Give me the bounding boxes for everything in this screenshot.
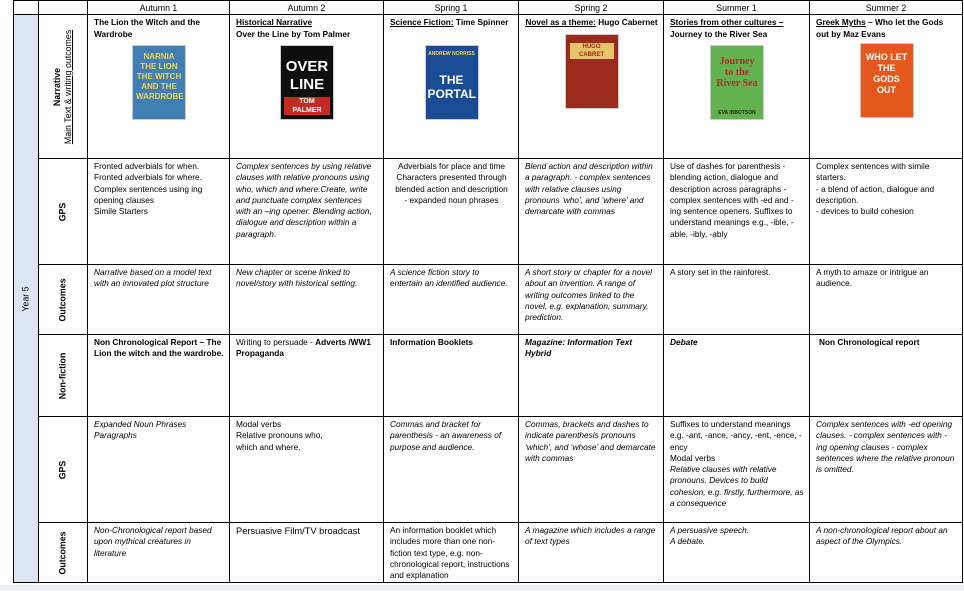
outcome-line: A debate. xyxy=(670,536,706,547)
gps-line: Fronted adverbials for when. xyxy=(94,161,200,171)
narrative-autumn-2 xyxy=(230,15,384,159)
book-title: Journey to the River Sea xyxy=(670,28,768,39)
outcomes1-autumn-1 xyxy=(88,265,230,335)
gps1-autumn-2 xyxy=(230,159,384,265)
outcomes2-summer-1 xyxy=(664,523,810,583)
narrative-row xyxy=(14,15,963,159)
outcomes2-autumn-2 xyxy=(230,523,384,583)
outcome-text: An information booklet which includes more than one non-fiction text type, e.g. non-chronological report, instructions and explanation xyxy=(390,525,510,581)
header-row xyxy=(14,1,963,15)
book-cover-image: HUGO CABRET xyxy=(566,35,618,108)
gps-text: Use of dashes for parenthesis - blending action, dialogue and description across paragraphs - complex sentences with -ed and -ing sentence openers. Suffixes to understand meanings e.g., -ible, -able, -ibly, -ably xyxy=(670,161,794,239)
narrative-autumn-1 xyxy=(88,15,230,159)
outcome-text: New chapter or scene linked to novel/story with historical setting. xyxy=(236,267,358,289)
gps-line: Adverbials for place and time xyxy=(398,161,505,171)
narrative-label-cell xyxy=(39,15,88,159)
gps-line: Complex sentences with simile starters. xyxy=(816,161,930,183)
narrative-label: Narrative Main Text & writing outcomes xyxy=(52,29,73,144)
outcomes-row-1 xyxy=(14,265,963,335)
outcomes-label: Outcomes xyxy=(57,277,68,322)
gps-label-cell xyxy=(39,159,88,265)
gps-line: Modal verbs xyxy=(670,452,716,463)
gps-label: GPS xyxy=(57,460,68,479)
nonfiction-autumn-1 xyxy=(88,335,230,417)
gps-line: - a blend of action, dialogue and description. xyxy=(816,183,935,205)
col-header-spring-2: Spring 2 xyxy=(519,1,664,15)
gps-text: Suffixes to understand meanings e.g. -ant, -ance, -ancy, -ent, -ence, -ency xyxy=(670,419,802,452)
gps-line: Fronted adverbials for where. xyxy=(94,172,202,183)
outcomes2-autumn-1 xyxy=(88,523,230,583)
nonfiction-title: Non Chronological Report – The Lion the witch and the wardrobe. xyxy=(94,337,224,359)
gps-line: Expanded Noun Phrases xyxy=(94,419,187,429)
gps-line: Complex sentences using ing opening clauses xyxy=(94,183,203,205)
outcomes-row-2 xyxy=(14,523,963,583)
outcome-line: A persuasive speech. xyxy=(670,525,750,535)
nonfiction-label-cell xyxy=(39,335,88,417)
genre-title: Science Fiction: xyxy=(390,17,454,27)
gps-text: Blend action and description within a paragraph. - complex sentences with relative clauses using pronouns ‘who’, and ‘where’ and demarcate with commas xyxy=(525,161,653,217)
outcomes1-autumn-2 xyxy=(230,265,384,335)
col-header-summer-2: Summer 2 xyxy=(810,1,963,15)
nonfiction-title: Magazine: Information Text Hybrid xyxy=(525,337,633,359)
outcome-text: A non-chronological report about an aspect of the Olympics. xyxy=(816,525,948,547)
nonfiction-spring-1 xyxy=(384,335,519,417)
gps-text: Complex sentences with -ed opening clauses. - complex sentences with -ing opening clauses - complex sentences where the relative pronoun is omitted. xyxy=(816,419,955,475)
gps2-summer-1 xyxy=(664,417,810,523)
genre-title: Novel as a theme: xyxy=(525,17,596,27)
gps-line: Paragraphs xyxy=(94,430,137,441)
book-cover-image: Journey to the River Sea EVA IBBOTSON xyxy=(711,46,763,119)
nonfiction-title-plain: Writing to persuade - xyxy=(236,337,316,347)
nonfiction-title: Non Chronological report xyxy=(819,337,920,347)
gps-line: Relative pronouns who, xyxy=(236,430,323,441)
gps-line: - devices to build cohesion xyxy=(816,206,914,217)
gps-line: which and where. xyxy=(236,441,301,452)
book-title: – Who let the Gods out by Maz Evans xyxy=(816,17,944,39)
genre-title: Stories from other cultures – xyxy=(670,17,784,27)
nonfiction-summer-2 xyxy=(810,335,963,417)
outcomes2-spring-1 xyxy=(384,523,519,583)
gps-line: Modal verbs xyxy=(236,419,282,429)
nonfiction-summer-1 xyxy=(664,335,810,417)
gps-label-cell xyxy=(39,417,88,523)
gps2-autumn-1 xyxy=(88,417,230,523)
narrative-summer-2 xyxy=(810,15,963,159)
gps-text-italic: Relative clauses with relative pronouns. Devices to build cohesion, e.g. firstly, furthermore, as a consequence xyxy=(670,464,804,509)
page-bottom-strip xyxy=(0,585,964,591)
genre-title: Historical Narrative xyxy=(236,17,313,27)
outcomes1-summer-2 xyxy=(810,265,963,335)
gps-text-tail: . xyxy=(273,228,277,239)
gps2-spring-2 xyxy=(519,417,664,523)
outcomes1-summer-1 xyxy=(664,265,810,335)
gps-row-1 xyxy=(14,159,963,265)
outcomes1-spring-1 xyxy=(384,265,519,335)
gps-label: GPS xyxy=(57,202,68,221)
outcome-text: Non-Chronological report based upon mythical creatures in literature xyxy=(94,525,212,558)
outcomes2-spring-2 xyxy=(519,523,664,583)
book-cover-image: NARNIA THE LION THE WITCH AND THE WARDROBE xyxy=(133,46,185,119)
nonfiction-title: Debate xyxy=(670,337,698,347)
gps1-summer-1 xyxy=(664,159,810,265)
col-header-summer-1: Summer 1 xyxy=(664,1,810,15)
outcome-text: A story set in the rainforest. xyxy=(670,267,771,277)
gps-line: Simile Starters xyxy=(94,206,148,217)
narrative-sublabel: Main Text & writing outcomes xyxy=(63,29,73,144)
outcomes-label-cell xyxy=(39,523,88,583)
nonfiction-label: Non-fiction xyxy=(57,352,68,399)
gps1-spring-1 xyxy=(384,159,519,265)
book-title: Over the Line by Tom Palmer xyxy=(236,28,351,39)
outcome-text: Persuasive Film/TV broadcast xyxy=(236,526,361,536)
year-label: Year 5 xyxy=(20,285,31,312)
outcome-text: A science fiction story to entertain an identified audience. xyxy=(390,267,508,289)
book-title: Time Spinner xyxy=(453,17,509,27)
gps2-spring-1 xyxy=(384,417,519,523)
col-header-spring-1: Spring 1 xyxy=(384,1,519,15)
nonfiction-spring-2 xyxy=(519,335,664,417)
nonfiction-autumn-2 xyxy=(230,335,384,417)
gps1-spring-2 xyxy=(519,159,664,265)
gps-line: - expanded noun phrases xyxy=(404,194,499,205)
book-cover-image: OVER LINE TOM PALMER xyxy=(281,46,333,119)
corner-cell-2 xyxy=(39,1,88,15)
outcomes-label-cell xyxy=(39,265,88,335)
gps-line: Characters presented through blended action and description xyxy=(395,172,508,194)
gps1-summer-2 xyxy=(810,159,963,265)
genre-title: Greek Myths xyxy=(816,17,866,27)
narrative-spring-1 xyxy=(384,15,519,159)
corner-cell xyxy=(14,1,39,15)
outcome-text: A short story or chapter for a novel about an invention. A range of writing outcomes linked to the novel, e.g. explanation, summary, prediction. xyxy=(525,267,652,323)
gps1-autumn-1 xyxy=(88,159,230,265)
nonfiction-title: Information Booklets xyxy=(390,337,473,347)
outcomes-label: Outcomes xyxy=(57,530,68,575)
gps-text: Commas and bracket for parenthesis - an awareness of purpose and audience. xyxy=(390,419,502,452)
nonfiction-row xyxy=(14,335,963,417)
outcomes2-summer-2 xyxy=(810,523,963,583)
outcome-text: A myth to amaze or intrigue an audience. xyxy=(816,267,929,289)
gps-text: Commas, brackets and dashes to indicate parenthesis pronouns ‘which’, and ‘whose’ and demarcate with commas xyxy=(525,419,656,463)
outcome-text: A magazine which includes a range of text types xyxy=(525,525,656,547)
book-title: The Lion the Witch and the Wardrobe xyxy=(94,17,200,39)
col-header-autumn-1: Autumn 1 xyxy=(88,1,230,15)
gps2-summer-2 xyxy=(810,417,963,523)
narrative-spring-2 xyxy=(519,15,664,159)
narrative-summer-1 xyxy=(664,15,810,159)
year-label-cell xyxy=(14,15,39,583)
outcome-text: Narrative based on a model text with an innovated plot structure xyxy=(94,267,212,289)
col-header-autumn-2: Autumn 2 xyxy=(230,1,384,15)
book-title: Hugo Cabernet xyxy=(595,17,658,27)
gps-row-2 xyxy=(14,417,963,523)
book-cover-image: WHO LET THE GODS OUT xyxy=(861,44,913,117)
book-cover-image: ANDREW NORRISS THE PORTAL xyxy=(426,46,478,119)
gps-text: Complex sentences by using relative clauses with relative pronouns using who, which and where.Create, write and punctuate complex sentences with an –ing opener. Blending action, dialogue and description within a paragraph xyxy=(236,161,372,239)
curriculum-table xyxy=(13,0,963,583)
gps2-autumn-2 xyxy=(230,417,384,523)
nonfiction-title: Adverts /WW1 Propaganda xyxy=(236,337,371,359)
outcomes1-spring-2 xyxy=(519,265,664,335)
